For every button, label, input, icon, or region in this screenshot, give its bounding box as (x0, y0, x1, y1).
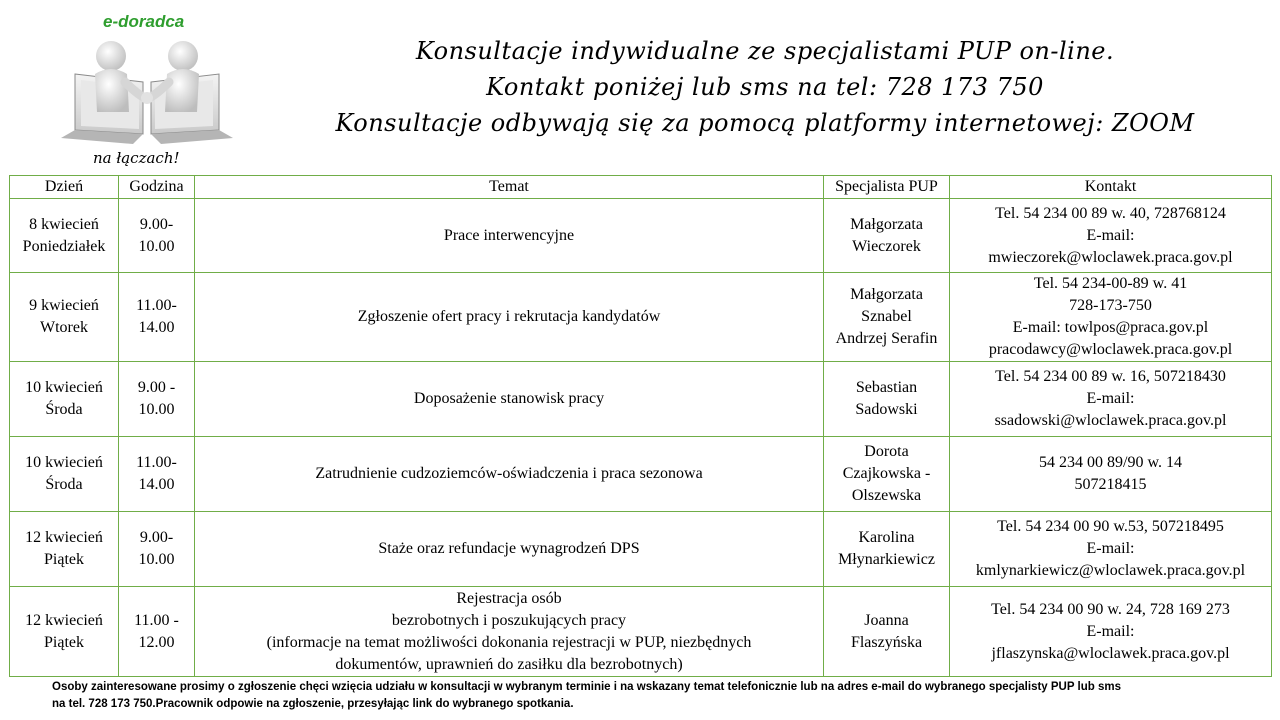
contact-email[interactable]: pracodawcy@wloclawek.praca.gov.pl (988, 341, 1233, 358)
time-end: 10.00 (138, 237, 175, 255)
contact-cell (950, 512, 1272, 587)
contact-cell (950, 199, 1272, 273)
day-weekday: Poniedziałek (22, 237, 106, 255)
time-end: 10.00 (138, 551, 175, 568)
contact-email-label: E-mail: (1086, 226, 1135, 244)
table-row (10, 437, 1272, 512)
contact-email-label: E-mail: (1086, 622, 1135, 640)
time-end: 14.00 (138, 476, 175, 493)
topic-line: dokumentów, uprawnień do zasiłku dla bezrobotnych) (335, 655, 683, 673)
day-weekday: Piątek (44, 633, 84, 651)
specialist-line: Karolina (858, 529, 915, 546)
day-cell (10, 587, 119, 677)
day-cell (10, 362, 119, 437)
specialist-line: Andrzej Serafin (835, 330, 938, 347)
day-cell (10, 273, 119, 362)
day-date: 8 kwiecień (29, 215, 99, 233)
specialist-cell (824, 437, 950, 512)
column-header-day: Dzień (10, 176, 119, 199)
logo (55, 8, 245, 173)
day-weekday: Wtorek (40, 319, 88, 336)
time-start: 9.00- (139, 215, 174, 233)
table-row (10, 199, 1272, 273)
logo-tagline: na łączach! (93, 149, 180, 167)
contact-mobile: 728-173-750 (1069, 297, 1152, 314)
footer-line: na tel. 728 173 750.Pracownik odpowie na zgłoszenie, przesyłając link do wybranego spotkania. (52, 698, 574, 710)
time-start: 11.00- (136, 454, 177, 471)
title-line: Kontakt poniżej lub sms na tel: 728 173 750 (486, 73, 1044, 101)
specialist-cell (824, 512, 950, 587)
specialist-cell (824, 587, 950, 677)
column-header-time: Godzina (119, 176, 195, 199)
specialist-line: Sadowski (855, 401, 918, 418)
contact-phone: Tel. 54 234 00 90 w. 24, 728 169 273 (991, 600, 1230, 618)
time-end: 12.00 (138, 633, 175, 651)
time-cell (119, 199, 195, 273)
specialist-line: Małgorzata (850, 286, 923, 303)
specialist-line: Czajkowska - (842, 465, 931, 482)
specialist-cell (824, 199, 950, 273)
day-date: 12 kwiecień (25, 611, 103, 629)
page-title (250, 33, 1280, 141)
topic-line: Doposażenie stanowisk pracy (413, 390, 605, 407)
time-start: 11.00- (136, 297, 177, 314)
contact-cell (950, 362, 1272, 437)
column-header-specialist: Specjalista PUP (824, 176, 950, 199)
contact-email[interactable]: E-mail: towlpos@praca.gov.pl (1012, 319, 1209, 336)
time-cell (119, 362, 195, 437)
time-end: 10.00 (138, 401, 175, 418)
footer-note (52, 679, 1272, 713)
time-start: 11.00 - (134, 611, 179, 629)
column-header-topic: Temat (195, 176, 824, 199)
topic-cell (195, 273, 824, 362)
specialist-line: Małgorzata (850, 215, 923, 233)
contact-cell (950, 273, 1272, 362)
specialist-line: Joanna (864, 611, 909, 629)
specialist-line: Sebastian (855, 379, 918, 396)
day-date: 10 kwiecień (25, 379, 103, 396)
specialist-line: Flaszyńska (850, 633, 923, 651)
contact-email[interactable]: kmlynarkiewicz@wloclawek.praca.gov.pl (975, 562, 1246, 579)
time-cell (119, 437, 195, 512)
specialist-line: Sznabel (861, 308, 912, 325)
contact-email[interactable]: ssadowski@wloclawek.praca.gov.pl (994, 412, 1227, 429)
day-cell (10, 437, 119, 512)
logo-brand: e-doradca (103, 12, 185, 31)
day-cell (10, 512, 119, 587)
topic-line: bezrobotnych i poszukujących pracy (391, 611, 627, 629)
day-date: 10 kwiecień (25, 454, 103, 471)
day-weekday: Środa (45, 476, 83, 493)
specialist-line: Olszewska (851, 487, 922, 504)
title-line: Konsultacje odbywają się za pomocą platformy internetowej: ZOOM (335, 109, 1195, 137)
title-line: Konsultacje indywidualne ze specjalistami PUP on-line. (415, 37, 1115, 65)
day-date: 9 kwiecień (29, 297, 99, 314)
consultation-schedule-table (9, 175, 1272, 677)
table-header-row (10, 176, 1272, 199)
topic-line: Zgłoszenie ofert pracy i rekrutacja kandydatów (357, 308, 661, 325)
column-header-contact: Kontakt (950, 176, 1272, 199)
contact-phone: Tel. 54 234 00 89 w. 40, 728768124 (995, 204, 1226, 222)
contact-mobile: 507218415 (1074, 476, 1147, 493)
topic-cell (195, 512, 824, 587)
contact-cell (950, 437, 1272, 512)
specialist-line: Dorota (864, 443, 909, 460)
time-start: 9.00- (139, 529, 174, 546)
topic-line: (informacje na temat możliwości dokonania rejestracji w PUP, niezbędnych (266, 633, 752, 651)
contact-phone: Tel. 54 234-00-89 w. 41 (1033, 275, 1188, 292)
day-weekday: Środa (45, 401, 83, 418)
topic-cell (195, 199, 824, 273)
contact-cell (950, 587, 1272, 677)
footer-line: Osoby zainteresowane prosimy o zgłoszenie chęci wzięcia udziału w konsultacji w wybranym terminie i na wskazany temat telefonicznie lub na adres e-mail do wybranego specjalisty PUP lub sms (52, 681, 1121, 693)
contact-email[interactable]: mwieczorek@wloclawek.praca.gov.pl (988, 248, 1233, 266)
day-weekday: Piątek (44, 551, 84, 568)
contact-email[interactable]: jflaszynska@wloclawek.praca.gov.pl (991, 644, 1230, 662)
specialist-cell (824, 273, 950, 362)
day-date: 12 kwiecień (25, 529, 103, 546)
topic-line: Zatrudnienie cudzoziemców-oświadczenia i praca sezonowa (315, 465, 703, 482)
time-start: 9.00 - (137, 379, 176, 396)
contact-email-label: E-mail: (1086, 390, 1135, 407)
specialist-line: Młynarkiewicz (838, 551, 935, 568)
time-cell (119, 512, 195, 587)
day-cell (10, 199, 119, 273)
time-cell (119, 587, 195, 677)
table-row (10, 273, 1272, 362)
table-row (10, 587, 1272, 677)
contact-phone: 54 234 00 89/90 w. 14 (1039, 454, 1182, 471)
table-row (10, 362, 1272, 437)
topic-cell (195, 587, 824, 677)
time-end: 14.00 (138, 319, 175, 336)
topic-line: Staże oraz refundacje wynagrodzeń DPS (378, 540, 640, 557)
table-row (10, 512, 1272, 587)
topic-cell (195, 362, 824, 437)
topic-line: Prace interwencyjne (443, 226, 575, 244)
specialist-cell (824, 362, 950, 437)
contact-phone: Tel. 54 234 00 89 w. 16, 507218430 (995, 368, 1226, 385)
contact-email-label: E-mail: (1086, 540, 1135, 557)
contact-phone: Tel. 54 234 00 90 w.53, 507218495 (997, 518, 1224, 535)
topic-line: Rejestracja osób (456, 589, 562, 607)
specialist-line: Wieczorek (852, 237, 921, 255)
time-cell (119, 273, 195, 362)
topic-cell (195, 437, 824, 512)
handshake-laptops-icon (55, 34, 235, 152)
